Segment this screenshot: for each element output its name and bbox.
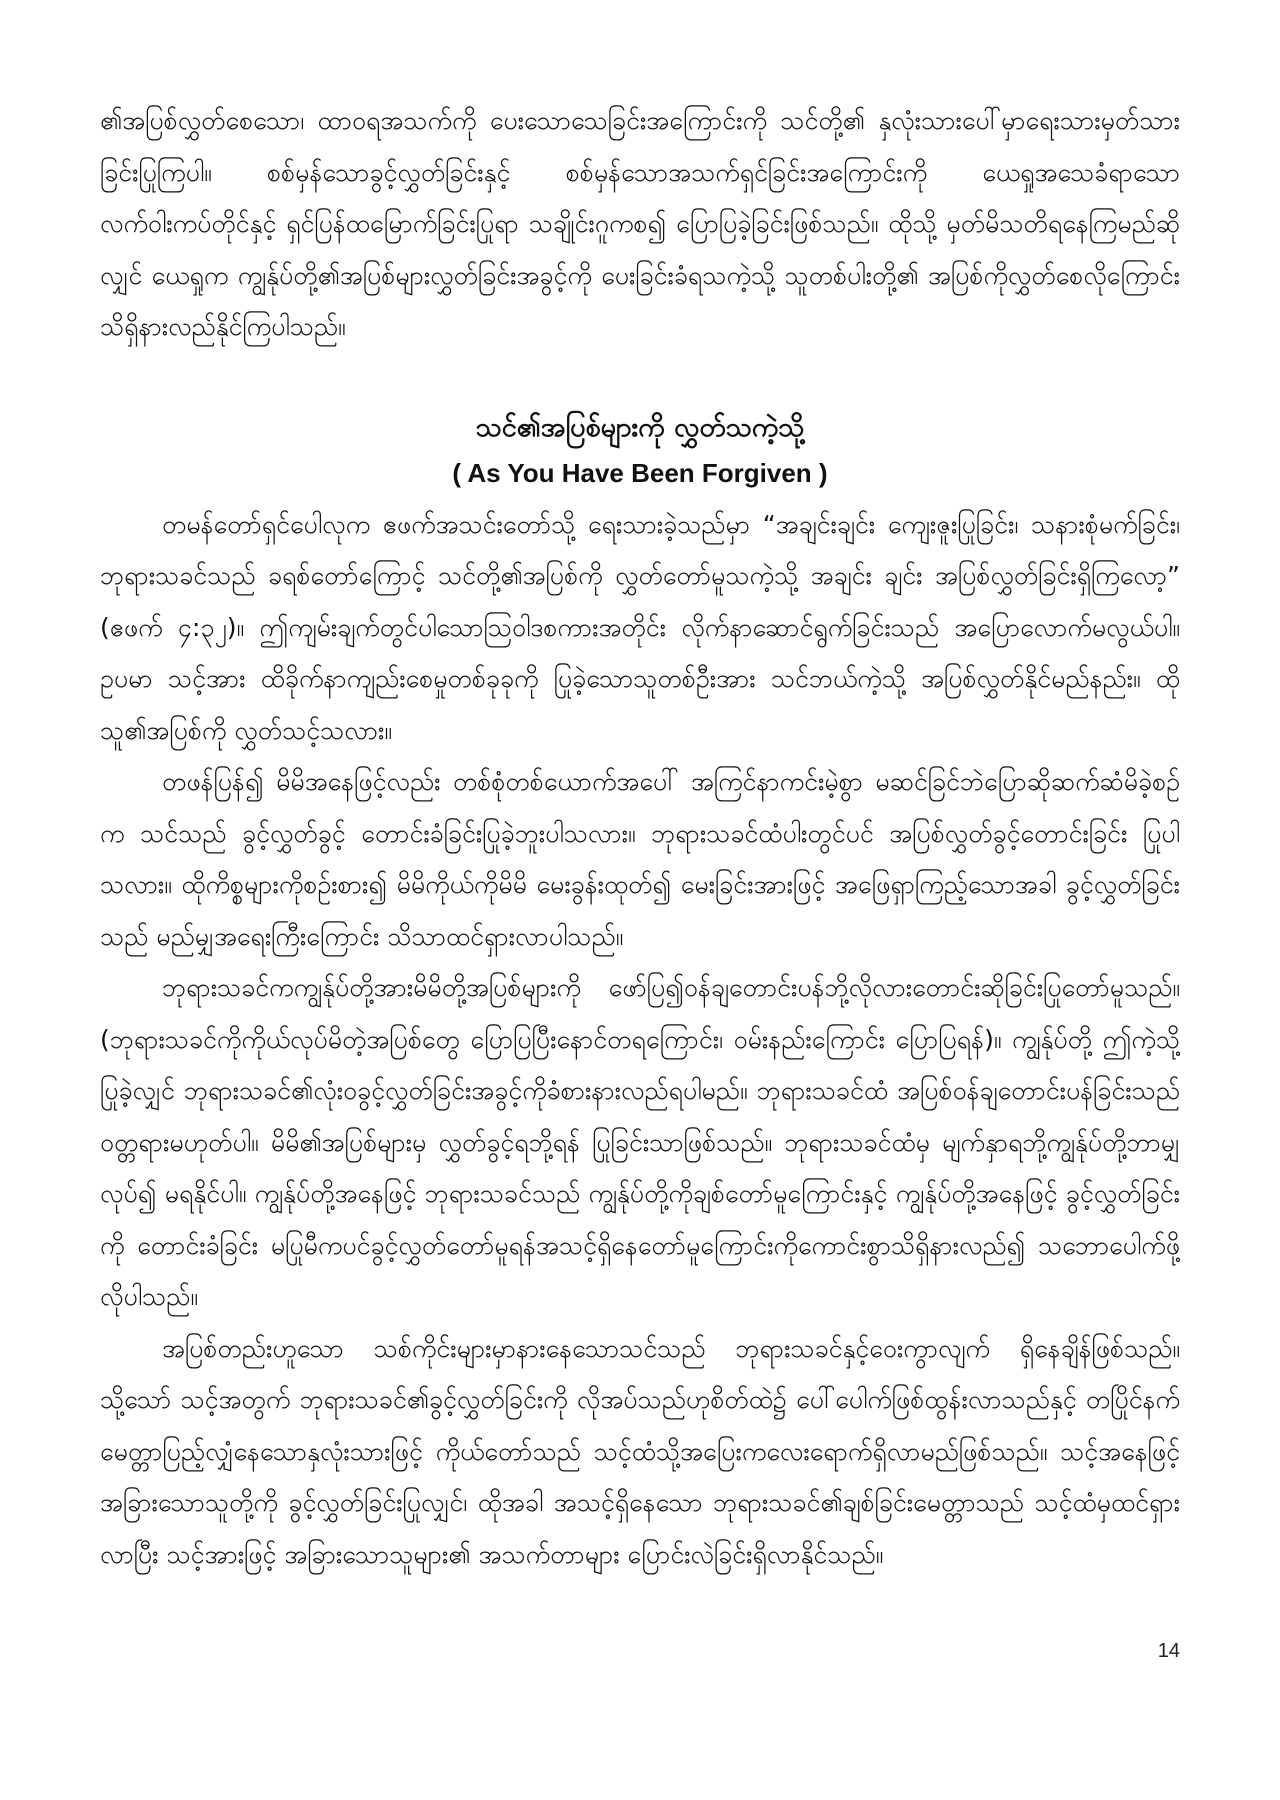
body-paragraph: ဘုရားသခင်ကကျွန်ုပ်တို့အားမိမိတို့အပြစ်များကို ဖော်ပြ၍ဝန်ချတောင်းပန်ဘို့လိုလားတောင်းဆိုခြင်းပြုတော်မူသည်။ (ဘုရားသခင်ကိုကိုယ်လုပ်မိတဲ့အပြစ်တွေ ပြောပြပြီးနောင်တရကြောင်း၊ ဝမ်းနည်းကြောင်း ပြောပြရန်)။ ကျွန်ုပ်တို့ ဤကဲ့သို့ပြုခဲ့လျှင် ဘုရားသခင်၏လုံးဝခွင့်လွှတ်ခြင်းအခွင့်ကိုခံစားနားလည်ရပါမည်။ ဘုရားသခင်ထံ အပြစ်ဝန်ချတောင်းပန်ခြင်းသည် ဝတ္တရားမဟုတ်ပါ။ မိမိ၏အပြစ်များမှ လွှတ်ခွင့်ရဘို့ရန် ပြုခြင်းသာဖြစ်သည်။ ဘုရားသခင်ထံမှ မျက်နှာရဘို့ကျွန်ုပ်တို့ဘာမျှလုပ်၍ မရနိုင်ပါ။ ကျွန်ုပ်တို့အနေဖြင့် ဘုရားသခင်သည် ကျွန်ုပ်တို့ကိုချစ်တော်မူကြောင်းနှင့် ကျွန်ုပ်တို့အနေဖြင့် ခွင့်လွှတ်ခြင်းကို တောင်းခံခြင်း မပြုမီကပင်ခွင့်လွှတ်တော်မူရန်အသင့်ရှိနေတော်မူကြောင်းကိုကောင်းစွာသိရှိနားလည်၍ သဘောပေါက်ဖို့လိုပါသည်။ bbox=[100, 973, 1180, 1311]
section-title: သင်၏အပြစ်များကို လွှတ်သကဲ့သို့ bbox=[475, 411, 805, 443]
page-number: 14 bbox=[1157, 1640, 1180, 1662]
body-paragraph: တမန်တော်ရှင်ပေါလုက ဧဖက်အသင်းတော်သို့ ရေးသားခဲ့သည်မှာ “အချင်းချင်း ကျေးဇူးပြုခြင်း၊ သနားစုံမက်ခြင်း၊ ဘုရားသခင်သည် ခရစ်တော်ကြောင့် သင်တို့၏အပြစ်ကို လွှတ်တော်မူသကဲ့သို့ အချင်း ချင်း အပြစ်လွှတ်ခြင်းရှိကြလော့” (ဧဖက် ၄:၃၂)။ ဤကျမ်းချက်တွင်ပါသောဩဝါဒစကားအတိုင်း လိုက်နာဆောင်ရွက်ခြင်းသည် အပြောလောက်မလွယ်ပါ။ ဥပမာ သင့်အား ထိခိုက်နာကျည်းစေမှုတစ်ခုခုကို ပြုခဲ့သောသူတစ်ဦးအား သင်ဘယ်ကဲ့သို့ အပြစ်လွှတ်နိုင်မည်နည်း။ ထိုသူ၏အပြစ်ကို လွှတ်သင့်သလား။ bbox=[100, 509, 1180, 745]
body-paragraph: တဖန်ပြန်၍ မိမိအနေဖြင့်လည်း တစ်စုံတစ်ယောက်အပေါ် အကြင်နာကင်းမဲ့စွာ မဆင်ခြင်ဘဲပြောဆိုဆက်ဆံမိခဲ့စဉ်က သင်သည် ခွင့်လွှတ်ခွင့် တောင်းခံခြင်းပြုခဲ့ဘူးပါသလား။ ဘုရားသခင်ထံပါးတွင်ပင် အပြစ်လွှတ်ခွင့်တောင်းခြင်း ပြုပါသလား။ ထိုကိစ္စများကိုစဉ်းစား၍ မိမိကိုယ်ကိုမိမိ မေးခွန်းထုတ်၍ မေးခြင်းအားဖြင့် အဖြေရှာကြည့်သောအခါ ခွင့်လွှတ်ခြင်းသည် မည်မျှအရေးကြီးကြောင်း သိသာထင်ရှားလာပါသည်။ bbox=[100, 767, 1180, 951]
section-subtitle: ( As You Have Been Forgiven ) bbox=[452, 457, 828, 488]
intro-paragraph: ၏အပြစ်လွှတ်စေသော၊ ထာဝရအသက်ကို ပေးသောသေခြင်းအကြောင်းကို သင်တို့၏ နှလုံးသားပေါ်မှာရေးသားမှတ်သားခြင်းပြုကြပါ။ စစ်မှန်သောခွင့်လွှတ်ခြင်းနှင့် စစ်မှန်သောအသက်ရှင်ခြင်းအကြောင်းကို ယေရှုအသေခံရာသော လက်ဝါးကပ်တိုင်နှင့် ရှင်ပြန်ထမြောက်ခြင်းပြုရာ သချိုင်းဂူကစ၍ ပြောပြခဲ့ခြင်းဖြစ်သည်။ ထိုသို့ မှတ်မိသတိရနေကြမည်ဆိုလျှင် ယေရှုက ကျွန်ုပ်တို့၏အပြစ်များလွှတ်ခြင်းအခွင့်ကို ပေးခြင်းခံရသကဲ့သို့ သူတစ်ပါးတို့၏ အပြစ်ကိုလွှတ်စေလိုကြောင်း သိရှိနားလည်နိုင်ကြပါသည်။ bbox=[100, 106, 1180, 341]
body-paragraph: အပြစ်တည်းဟူသော သစ်ကိုင်းများမှာနားနေသောသင်သည် ဘုရားသခင်နှင့်ဝေးကွာလျက် ရှိနေချိန်ဖြစ်သည်။ သို့သော် သင့်အတွက် ဘုရားသခင်၏ခွင့်လွှတ်ခြင်းကို လိုအပ်သည်ဟုစိတ်ထဲ၌ ပေါ်ပေါက်ဖြစ်ထွန်းလာသည်နှင့် တပြိုင်နက် မေတ္တာပြည့်လျှံနေသောနှလုံးသားဖြင့် ကိုယ်တော်သည် သင့်ထံသို့အပြေးကလေးရောက်ရှိလာမည်ဖြစ်သည်။ သင့်အနေဖြင့် အခြားသောသူတို့ကို ခွင့်လွှတ်ခြင်းပြုလျှင်၊ ထိုအခါ အသင့်ရှိနေသော ဘုရားသခင်၏ချစ်ခြင်းမေတ္တာသည် သင့်ထံမှထင်ရှားလာပြီး သင့်အားဖြင့် အခြားသောသူများ၏ အသက်တာများ ပြောင်းလဲခြင်းရှိလာနိုင်သည်။ bbox=[100, 1333, 1180, 1569]
document-page bbox=[100, 95, 1180, 1580]
